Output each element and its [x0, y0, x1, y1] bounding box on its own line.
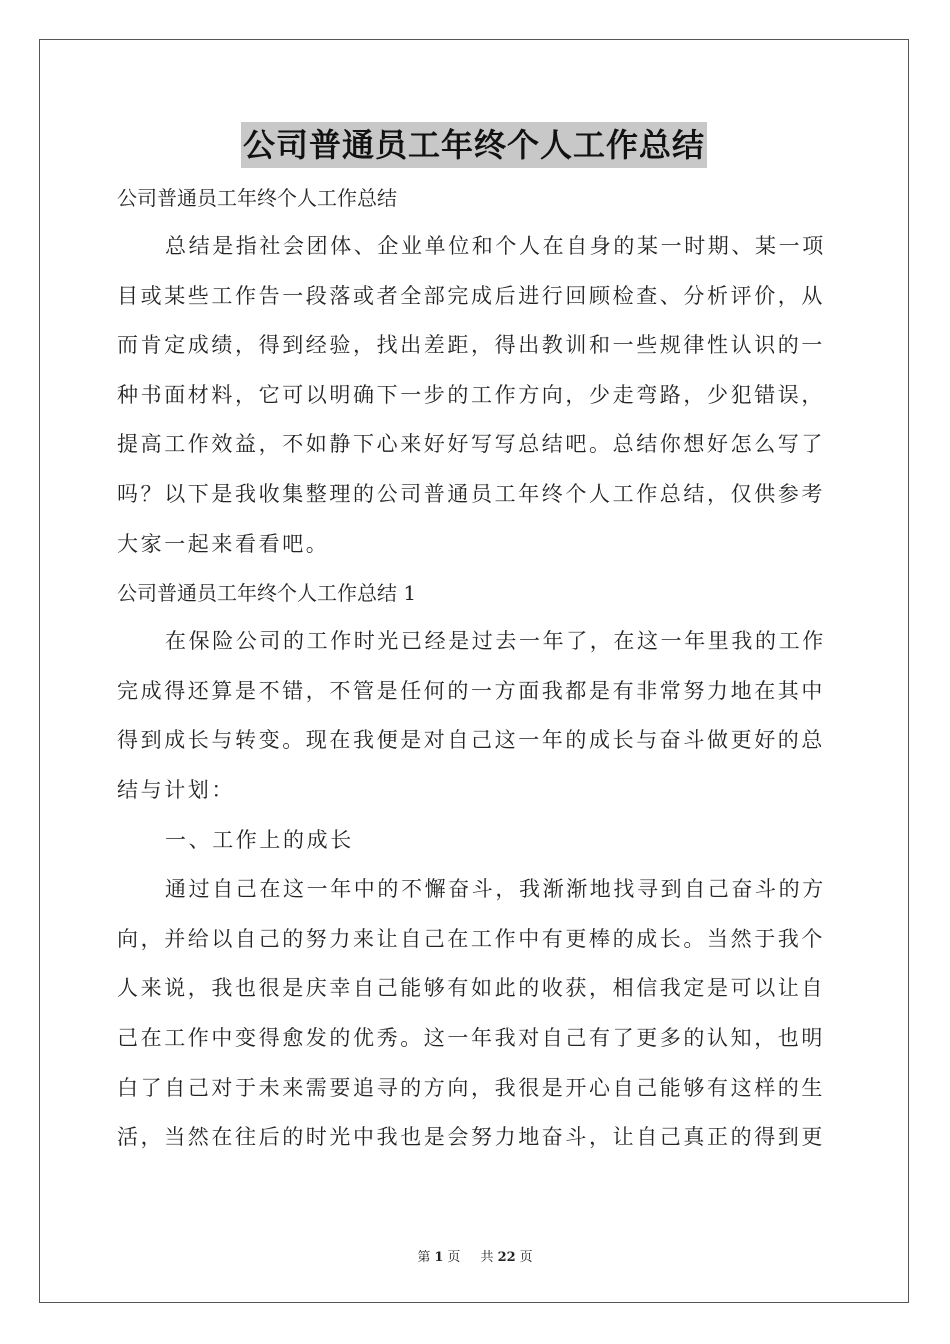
paragraph-line: 总结是指社会团体、企业单位和个人在自身的某一时期、某一项 [165, 234, 826, 258]
paragraph-line: 己在工作中变得愈发的优秀。这一年我对自己有了更多的认知，也明 [117, 1025, 825, 1050]
title-wrap [117, 122, 831, 174]
total-suffix: 页 [519, 1250, 533, 1265]
paragraph-line: 结与计划： [117, 777, 235, 802]
paragraph-line: 种书面材料，它可以明确下一步的工作方向，少走弯路，少犯错误， [117, 382, 825, 407]
total-pages: 22 [497, 1250, 516, 1265]
paragraph-line: 白了自己对于未来需要追寻的方向，我很是开心自己能够有这样的生 [117, 1075, 825, 1100]
page-number: 1 [434, 1250, 444, 1265]
paragraph-line: 人来说，我也很是庆幸自己能够有如此的收获，相信我定是可以让自 [117, 976, 825, 1001]
paragraph-line: 目或某些工作告一段落或者全部完成后进行回顾检查、分析评价，从 [117, 283, 825, 308]
paragraph-line: 活，当然在往后的时光中我也是会努力地奋斗，让自己真正的得到更 [117, 1125, 825, 1150]
paragraph-line: 通过自己在这一年中的不懈奋斗，我渐渐地找寻到自己奋斗的方 [165, 877, 826, 902]
intro-paragraph [117, 222, 831, 569]
section-heading: 公司普通员工年终个人工作总结 1 [117, 581, 417, 606]
paragraph-line: 得到成长与转变。现在我便是对自己这一年的成长与奋斗做更好的总 [117, 728, 825, 753]
section1-paragraph [117, 617, 831, 815]
paragraph-line: 而肯定成绩，得到经验，找出差距，得出教训和一些规律性认识的一 [117, 333, 825, 358]
paragraph-line: 向，并给以自己的努力来让自己在工作中有更棒的成长。当然于我个 [117, 926, 825, 951]
paragraph-line: 吗？以下是我收集整理的公司普通员工年终个人工作总结，仅供参考 [117, 481, 825, 506]
document-body [117, 122, 831, 1163]
subheading: 一、工作上的成长 [165, 827, 354, 852]
document-subtitle: 公司普通员工年终个人工作总结 [117, 186, 397, 210]
page-footer [0, 1246, 950, 1265]
paragraph-line: 大家一起来看看吧。 [117, 531, 330, 556]
section2-paragraph [117, 865, 831, 1163]
total-prefix: 共 [480, 1250, 494, 1265]
paragraph-line: 在保险公司的工作时光已经是过去一年了，在这一年里我的工作 [165, 629, 826, 654]
page-indicator [413, 1250, 464, 1265]
page-prefix: 第 [417, 1250, 431, 1265]
document-title: 公司普通员工年终个人工作总结 [241, 122, 707, 168]
total-indicator [477, 1250, 537, 1265]
paragraph-line: 提高工作效益，不如静下心来好好写写总结吧。总结你想好怎么写了 [117, 432, 825, 457]
page-suffix: 页 [447, 1250, 461, 1265]
paragraph-line: 完成得还算是不错，不管是任何的一方面我都是有非常努力地在其中 [117, 678, 825, 703]
